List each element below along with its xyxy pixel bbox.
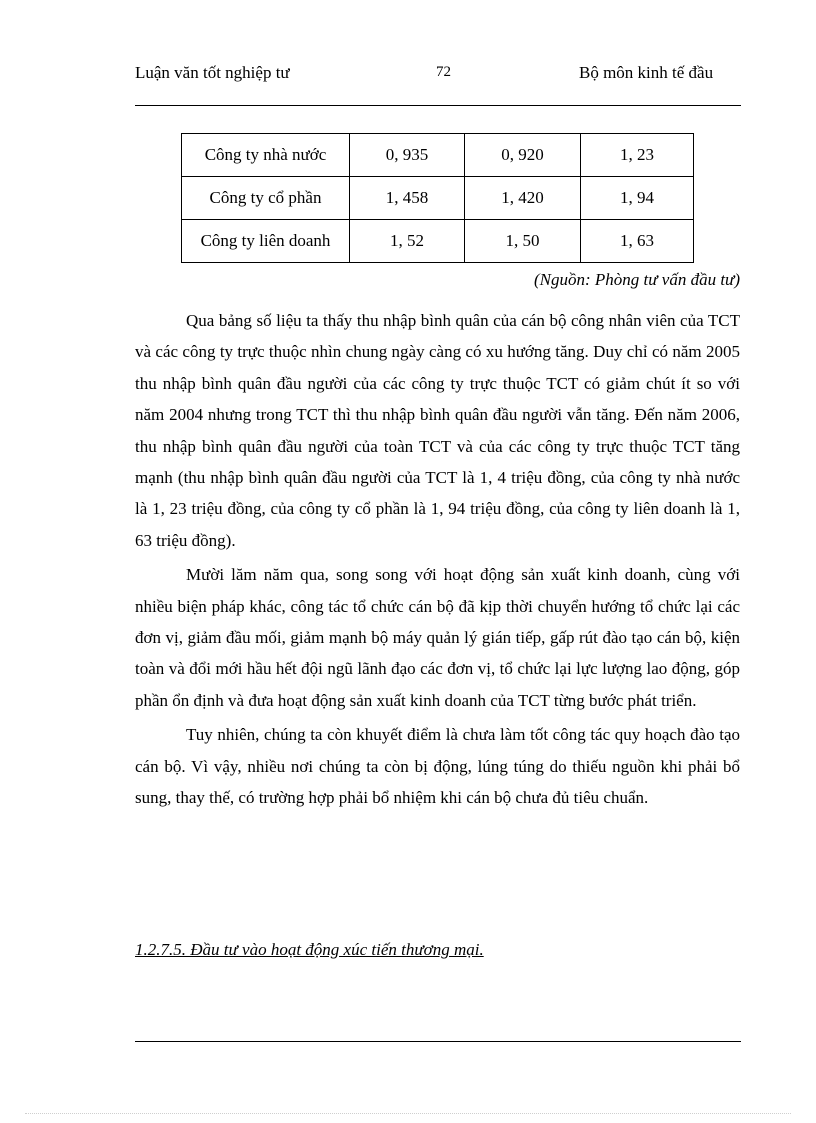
table-cell: Công ty cổ phần	[182, 177, 350, 220]
page-number: 72	[436, 64, 451, 80]
footer-divider	[135, 1041, 741, 1042]
table-cell: 1, 420	[465, 177, 581, 220]
table-cell: 1, 50	[465, 220, 581, 263]
table-cell: 1, 63	[581, 220, 694, 263]
table-cell: 1, 23	[581, 134, 694, 177]
table-cell: 0, 920	[465, 134, 581, 177]
table-cell: 1, 94	[581, 177, 694, 220]
table-cell: 1, 458	[350, 177, 465, 220]
header-right-title: Bộ môn kinh tế đầu	[579, 63, 714, 82]
table-cell: 1, 52	[350, 220, 465, 263]
page-bottom-border	[25, 1113, 791, 1114]
source-note: (Nguồn: Phòng tư vấn đầu tư)	[534, 270, 740, 289]
body-text	[135, 305, 740, 817]
table-row	[182, 177, 694, 220]
table-cell: Công ty liên doanh	[182, 220, 350, 263]
table-cell: Công ty nhà nước	[182, 134, 350, 177]
table-row	[182, 134, 694, 177]
header-left-title: Luận văn tốt nghiệp tư	[135, 63, 290, 82]
section-heading: 1.2.7.5. Đầu tư vào hoạt động xúc tiến thương mại.	[135, 940, 484, 959]
paragraph: Qua bảng số liệu ta thấy thu nhập bình quân của cán bộ công nhân viên của TCT và các công ty trực thuộc nhìn chung ngày càng có xu hướng tăng. Duy chỉ có năm 2005 thu nhập bình quân đầu người của các công ty trực thuộc TCT có giảm chút ít so với năm 2004 nhưng trong TCT thì thu nhập bình quân đầu người vẫn tăng. Đến năm 2006, thu nhập bình quân đầu người của toàn TCT và của các công ty trực thuộc TCT tăng mạnh (thu nhập bình quân đầu người của TCT là 1, 4 triệu đồng, của công ty nhà nước là 1, 23 triệu đồng, của công ty cổ phần là 1, 94 triệu đồng, của công ty liên doanh là 1, 63 triệu đồng).	[135, 311, 740, 550]
paragraph: Tuy nhiên, chúng ta còn khuyết điểm là chưa làm tốt công tác quy hoạch đào tạo cán bộ. Vì vậy, nhiều nơi chúng ta còn bị động, lúng túng do thiếu nguồn khi phải bổ sung, thay thế, có trường hợp phải bổ nhiệm khi cán bộ chưa đủ tiêu chuẩn.	[135, 725, 740, 808]
paragraph: Mười lăm năm qua, song song với hoạt động sản xuất kinh doanh, cùng với nhiều biện pháp khác, công tác tổ chức cán bộ đã kịp thời chuyển hướng tổ chức lại các đơn vị, giảm đầu mối, giảm mạnh bộ máy quản lý gián tiếp, gấp rút đào tạo cán bộ, kiện toàn và đổi mới hầu hết đội ngũ lãnh đạo các đơn vị, tổ chức lại lực lượng lao động, góp phần ổn định và đưa hoạt động sản xuất kinh doanh của TCT từng bước phát triển.	[135, 565, 740, 710]
table-row	[182, 220, 694, 263]
header-divider	[135, 105, 741, 106]
income-table	[181, 133, 694, 263]
table-cell: 0, 935	[350, 134, 465, 177]
